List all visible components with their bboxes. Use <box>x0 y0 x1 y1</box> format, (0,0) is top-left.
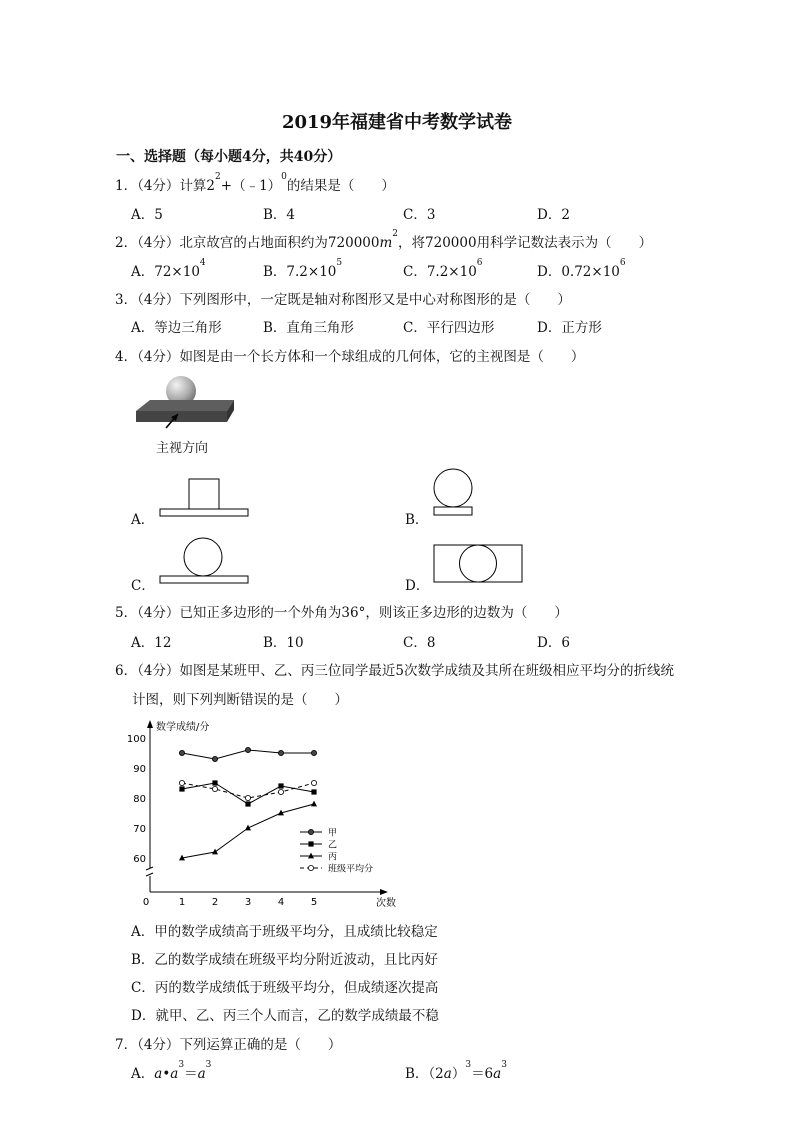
base-view <box>160 509 248 516</box>
q3-num: 3． <box>115 292 138 308</box>
q4-option-b[interactable]: B． <box>405 512 429 528</box>
q4-option-c-figure[interactable] <box>158 537 250 585</box>
q7-b-close: ） <box>451 1066 466 1082</box>
legend-marker <box>308 841 313 846</box>
section-heading: 一、选择题（每小题4分，共40分） <box>116 149 342 165</box>
chart-legend <box>300 828 373 875</box>
q2-option-c-base: C．7.2×10 <box>403 264 477 280</box>
circle-view <box>434 469 472 507</box>
q5-option-a[interactable]: A．12 <box>131 635 172 651</box>
question-2 <box>115 231 652 251</box>
legend-marker <box>308 865 313 870</box>
q1-mid: +（﹣1） <box>220 178 282 194</box>
q2-exp: 2 <box>392 229 399 239</box>
q7-a-v1: a <box>154 1066 163 1082</box>
q5-score: （4分） <box>137 605 180 621</box>
data-point-series-1 <box>212 756 217 761</box>
q3-option-c[interactable]: C．平行四边形 <box>403 320 495 336</box>
q2-option-a-exp: 4 <box>199 258 206 268</box>
question-1 <box>115 174 395 194</box>
q7-b-v2: a <box>493 1066 502 1082</box>
x-tick-label: 2 <box>211 897 219 908</box>
data-point-series-4 <box>179 780 184 785</box>
data-point-series-1 <box>179 750 184 755</box>
q1-option-d[interactable]: D．2 <box>537 207 570 223</box>
data-point-series-1 <box>278 750 283 755</box>
q4-text: 如图是由一个长方体和一个球组成的几何体，它的主视图是（ ） <box>179 349 585 365</box>
cube-view <box>189 479 219 509</box>
q4-option-d-figure[interactable] <box>432 543 526 585</box>
q4-solid-figure <box>130 372 240 432</box>
q4-option-c[interactable]: C． <box>131 578 155 594</box>
x-axis-label: 次数 <box>376 898 396 909</box>
data-point-series-4 <box>245 795 250 800</box>
chart-series <box>179 747 317 860</box>
x-tick-label: 3 <box>244 897 252 908</box>
data-point-series-2 <box>311 789 316 794</box>
q2-option-a[interactable] <box>131 260 206 280</box>
q5-option-b[interactable]: B．10 <box>263 635 304 651</box>
q1-num: 1． <box>115 178 138 194</box>
q3-option-a[interactable]: A．等边三角形 <box>131 320 222 336</box>
y-tick-label: 60 <box>133 854 146 865</box>
legend-marker <box>308 829 313 834</box>
q7-option-a[interactable] <box>131 1062 211 1082</box>
data-point-series-2 <box>212 780 217 785</box>
q4-figure-label: 主视方向 <box>156 441 209 456</box>
q5-text: 已知正多边形的一个外角为36°，则该正多边形的边数为（ ） <box>179 605 568 621</box>
q7-a-e1: 3 <box>178 1060 185 1070</box>
data-point-series-2 <box>278 783 283 788</box>
q4-option-d[interactable]: D． <box>405 578 430 594</box>
legend-label: 丙 <box>328 852 338 863</box>
x-tick-label: 4 <box>277 897 285 908</box>
question-6 <box>115 659 674 679</box>
q1-option-b[interactable]: B．4 <box>263 207 296 223</box>
q3-score: （4分） <box>137 292 180 308</box>
q2-option-d[interactable] <box>537 260 626 280</box>
legend-label: 班级平均分 <box>328 864 374 875</box>
q1-option-c[interactable]: C．3 <box>403 207 436 223</box>
y-tick-label: 80 <box>133 794 146 805</box>
q7-num: 7． <box>115 1037 138 1053</box>
q4-score: （4分） <box>137 349 180 365</box>
y-tick-label: 70 <box>133 824 146 835</box>
q6-text-1: 如图是某班甲、乙、丙三位同学最近5次数学成绩及其所在班级相应平均分的折线统 <box>179 663 675 679</box>
q1-exp2: 0 <box>281 172 287 182</box>
data-point-series-4 <box>212 786 217 791</box>
q6-line-chart <box>120 712 420 912</box>
q7-a-e2: 3 <box>205 1060 212 1070</box>
q6-option-a[interactable]: A．甲的数学成绩高于班级平均分，且成绩比较稳定 <box>131 924 438 940</box>
q2-score: （4分） <box>137 235 180 251</box>
q7-b-label: B． <box>405 1066 429 1082</box>
data-point-series-3 <box>311 801 317 807</box>
q1-score: （4分） <box>137 178 180 194</box>
q7-b-eq: ＝6 <box>471 1066 494 1082</box>
data-point-series-3 <box>212 849 218 855</box>
circle-view <box>460 545 497 582</box>
y-axis-arrow <box>147 720 153 728</box>
box-top <box>136 400 234 411</box>
q2-option-c-exp: 6 <box>476 258 483 268</box>
x-tick-label: 5 <box>310 897 318 908</box>
q2-option-d-base: D．0.72×10 <box>537 264 620 280</box>
q1-post: 的结果是（ ） <box>286 178 395 194</box>
q1-option-a[interactable]: A．5 <box>131 207 163 223</box>
q3-text: 下列图形中，一定既是轴对称图形又是中心对称图形的是（ ） <box>179 292 571 308</box>
q2-option-b-exp: 5 <box>336 258 343 268</box>
legend-label: 甲 <box>328 828 338 839</box>
q2-post: ，将720000用科学记数法表示为（ ） <box>398 235 653 251</box>
rect-view <box>434 545 522 582</box>
q7-a-v2: a <box>170 1066 179 1082</box>
q1-pre: 计算2 <box>179 178 216 194</box>
question-3 <box>115 288 571 308</box>
q6-option-c[interactable]: C．丙的数学成绩低于班级平均分，但成绩逐次提高 <box>131 980 439 996</box>
box-front <box>136 411 227 422</box>
legend-label: 乙 <box>328 840 338 851</box>
q7-b-e1: 3 <box>465 1060 472 1070</box>
question-7 <box>115 1033 341 1053</box>
q2-unit: m <box>379 235 393 251</box>
q2-option-b[interactable] <box>263 260 342 280</box>
q6-text-2: 计图，则下列判断错误的是（ ） <box>132 692 348 708</box>
y-axis-label: 数学成绩/分 <box>156 722 210 733</box>
x-tick-label: 1 <box>178 897 186 908</box>
q7-option-b[interactable] <box>405 1062 507 1082</box>
q7-b-v1: a <box>443 1066 452 1082</box>
y-tick-label: 90 <box>133 764 146 775</box>
q7-a-label: A． <box>131 1066 155 1082</box>
series-line-3 <box>182 804 314 858</box>
q6-option-d[interactable]: D．就甲、乙、丙三个人而言，乙的数学成绩最不稳 <box>131 1008 439 1024</box>
q2-option-c[interactable] <box>403 260 483 280</box>
q7-b-e2: 3 <box>501 1060 507 1070</box>
base-view <box>434 507 472 515</box>
q6-num: 6． <box>115 663 138 679</box>
y-tick-label: 100 <box>126 734 146 745</box>
q7-a-dot: • <box>162 1066 171 1082</box>
q7-text: 下列运算正确的是（ ） <box>179 1037 342 1053</box>
data-point-series-2 <box>179 786 184 791</box>
page-title: 2019年福建省中考数学试卷 <box>281 112 513 133</box>
q7-score: （4分） <box>137 1037 180 1053</box>
question-4 <box>115 345 584 365</box>
q3-option-d[interactable]: D．正方形 <box>537 320 602 336</box>
q4-option-b-figure[interactable] <box>432 468 476 518</box>
x-axis-arrow <box>380 889 388 895</box>
q5-num: 5． <box>115 605 138 621</box>
q2-pre: 北京故宫的占地面积约为720000 <box>179 235 380 251</box>
q7-a-eq: ＝ <box>184 1066 198 1082</box>
q4-option-a-figure[interactable] <box>158 478 250 518</box>
data-point-series-2 <box>245 801 250 806</box>
q1-exp1: 2 <box>215 172 221 182</box>
base-view <box>160 576 248 583</box>
q2-option-b-base: B．7.2×10 <box>263 264 337 280</box>
data-point-series-1 <box>311 750 316 755</box>
q4-option-a[interactable]: A． <box>131 512 155 528</box>
data-point-series-1 <box>245 747 250 752</box>
q7-b-paren: （2 <box>428 1066 444 1082</box>
q2-option-d-exp: 6 <box>619 258 626 268</box>
q2-option-a-base: A．72×10 <box>131 264 200 280</box>
q7-a-v3: a <box>197 1066 206 1082</box>
origin-label: 0 <box>142 897 150 908</box>
data-point-series-4 <box>278 789 283 794</box>
q2-num: 2． <box>115 235 138 251</box>
question-5 <box>115 601 568 621</box>
q6-option-b[interactable]: B．乙的数学成绩在班级平均分附近波动，且比丙好 <box>131 952 438 968</box>
q6-score: （4分） <box>137 663 180 679</box>
data-point-series-4 <box>311 780 316 785</box>
q4-num: 4． <box>115 349 138 365</box>
q5-option-c[interactable]: C．8 <box>403 635 436 651</box>
chart-axes <box>127 720 396 909</box>
circle-view <box>184 538 222 576</box>
q3-option-b[interactable]: B．直角三角形 <box>263 320 354 336</box>
q5-option-d[interactable]: D．6 <box>537 635 570 651</box>
